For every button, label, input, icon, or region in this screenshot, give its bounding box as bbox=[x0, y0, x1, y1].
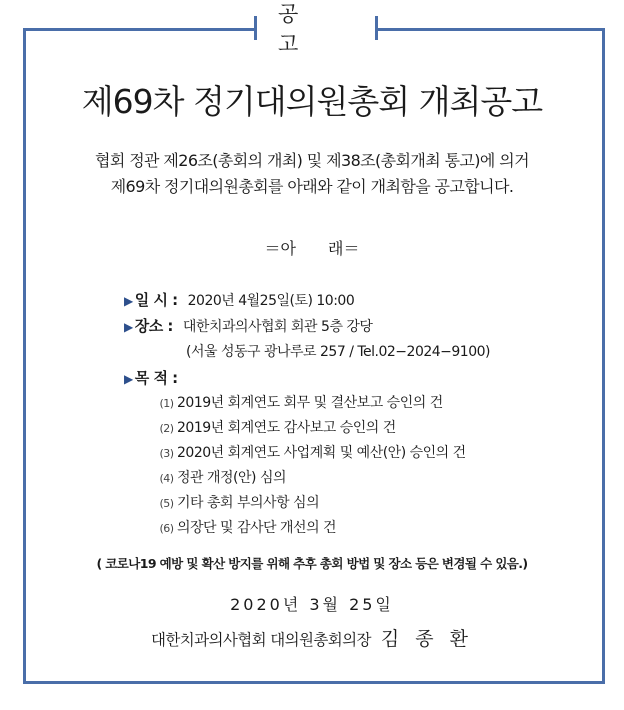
intro-paragraph bbox=[0, 148, 624, 200]
agenda-item bbox=[158, 492, 319, 512]
agenda-number: (2) bbox=[159, 422, 174, 435]
place-label: 장소 : bbox=[134, 317, 173, 335]
place-value: 대한치과의사협회 회관 5층 강당 bbox=[182, 319, 373, 335]
badge-right-bar bbox=[375, 16, 378, 40]
agenda-text: 2019년 회계연도 회무 및 결산보고 승인의 건 bbox=[177, 395, 443, 411]
agenda-item bbox=[158, 467, 286, 487]
place-address: (서울 성동구 광나루로 257 / Tel.02−2024−9100) bbox=[186, 344, 490, 360]
agenda-text: 기타 총회 부의사항 심의 bbox=[177, 495, 320, 511]
purpose-label: 목 적 : bbox=[134, 369, 178, 387]
purpose-row bbox=[124, 367, 178, 388]
intro-line-1: 협회 정관 제26조(총회의 개최) 및 제38조(총회개최 통고)에 의거 bbox=[95, 151, 529, 170]
agenda-number: (5) bbox=[159, 497, 174, 510]
date-value: 2020년 4월25일(토) 10:00 bbox=[187, 293, 355, 309]
signer-name: 김 종 환 bbox=[380, 628, 474, 650]
agenda-text: 의장단 및 감사단 개선의 건 bbox=[177, 520, 337, 536]
notice-badge bbox=[254, 2, 378, 56]
signer-line bbox=[0, 624, 624, 651]
page-title: 제69차 정기대의원총회 개최공고 bbox=[81, 82, 543, 121]
agenda-text: 정관 개정(안) 심의 bbox=[177, 470, 286, 486]
announcement-date: 2020년 3월 25일 bbox=[230, 595, 394, 614]
intro-line-2: 제69차 정기대의원총회를 아래와 같이 개최함을 공고합니다. bbox=[110, 177, 514, 196]
section-heading: ＝아 래＝ bbox=[264, 239, 360, 258]
agenda-number: (3) bbox=[159, 447, 174, 460]
date-label: 일 시 : bbox=[134, 291, 178, 309]
badge-left-bar bbox=[254, 16, 257, 40]
triangle-bullet-icon: ▶ bbox=[124, 294, 133, 308]
agenda-item bbox=[158, 442, 466, 462]
agenda-item bbox=[158, 392, 443, 412]
agenda-text: 2019년 회계연도 감사보고 승인의 건 bbox=[177, 420, 396, 436]
agenda-item bbox=[158, 517, 336, 537]
date-row bbox=[124, 289, 354, 310]
agenda-number: (1) bbox=[159, 397, 174, 410]
covid-notice: ( 코로나19 예방 및 확산 방지를 위해 추후 총회 방법 및 장소 등은 변경될 수 있음.) bbox=[96, 556, 528, 571]
triangle-bullet-icon: ▶ bbox=[124, 372, 133, 386]
agenda-text: 2020년 회계연도 사업계획 및 예산(안) 승인의 건 bbox=[177, 445, 466, 461]
signer-title: 대한치과의사협회 대의원총회의장 bbox=[150, 631, 371, 649]
badge-label: 공 고 bbox=[278, 2, 323, 56]
triangle-bullet-icon: ▶ bbox=[124, 320, 133, 334]
agenda-item bbox=[158, 417, 396, 437]
agenda-number: (4) bbox=[159, 472, 174, 485]
agenda-number: (6) bbox=[159, 522, 174, 535]
place-row bbox=[124, 315, 372, 336]
